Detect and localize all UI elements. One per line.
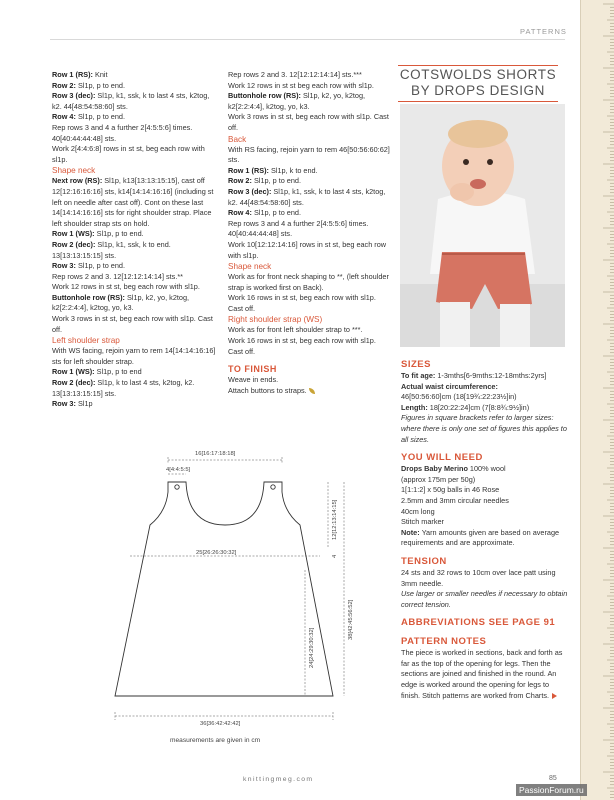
baby-photo-illustration [400,104,565,347]
row-label: Row 1 (RS): [228,165,271,175]
subheading: Left shoulder strap [52,336,120,346]
pattern-row [228,272,392,293]
pattern-notes-heading: PATTERN NOTES [401,636,487,648]
row-text: Sl1p, p to end. [253,208,302,218]
sizes-heading: SIZES [401,359,431,370]
row-label: Row 2 (dec): [52,378,98,388]
row-text: Sl1p, p to end [96,367,142,377]
continue-arrow-icon [552,693,557,699]
need-line-3: 2.5mm and 3mm circular needles [401,495,509,505]
row-label: Row 3 (dec): [52,91,98,101]
pattern-row [228,145,392,166]
subheading: Back [228,134,247,144]
row-text: Sl1p, p to end. [253,176,302,186]
you-need-heading: YOU WILL NEED [401,452,483,464]
row-label: Row 2 (dec): [52,239,98,249]
pattern-row [52,367,220,378]
dim-right-upper-label: 12[12:13:14:15] [332,499,338,540]
yarn-line: Drops Baby Merino 100% wool [401,464,506,474]
dim-right-lower-label: 38[42:45:56:52] [348,599,354,640]
row-text: Work 16 rows in st st, beg each row with sl1p. [228,336,376,346]
row-text: Cast off. [228,303,256,313]
leaf-icon [309,388,315,394]
need-line-5: Stitch marker [401,517,444,527]
pattern-row [228,70,392,81]
pattern-column-left [52,70,220,410]
page-number: 85 [549,775,557,782]
pattern-row [52,314,220,335]
row-text: With RS facing, rejoin yarn to rem 46[50:56:60:62] sts. [228,144,390,165]
row-text: Sl1p, p to end. [77,261,126,271]
pattern-row [228,240,392,261]
tension-line: 24 sts and 32 rows to 10cm over lace patt using 3mm needle. [401,567,556,588]
pattern-row [228,112,392,133]
pattern-row [52,229,220,240]
pattern-row [52,112,220,123]
row-text: Rep rows 2 and 3. 12[12:12:14:14] sts.*** [228,70,362,79]
tension-heading: TENSION [401,555,447,567]
pattern-row [52,272,220,283]
subheading: Right shoulder strap (WS) [228,315,323,325]
pattern-row [228,176,392,187]
pattern-row [52,261,220,272]
subheading: Shape neck [52,166,96,176]
subheading: Shape neck [228,262,272,272]
row-text: Sl1p, k1, ssk, k to last 4 sts, k2tog, k2. 44[48:54:58:60] sts. [52,91,210,111]
finish-line-1: Weave in ends. [228,375,279,385]
row-text: Sl1p, p to end. [77,112,126,122]
dim-bottom-label: 36[36:42:42:42] [200,721,241,727]
row-text: Work 3 rows in st st, beg each row with sl1p. Cast off. [52,314,213,334]
row-text: Work as for front neck shaping to **, (left shoulder strap is worked first on Back). [228,272,389,292]
dim-right-small-label: 4 [332,554,338,558]
row-text: Sl1p, k to last 4 sts, k2tog, k2. 13[13:13:15:15] sts. [52,378,195,398]
waist-label: Actual waist circumference: [401,381,498,391]
need-line-2: 1[1:1:2] x 50g balls in 46 Rose [401,485,500,495]
row-text: Sl1p, k1, ssk, k to end. 13[13:13:15:15] sts. [52,239,171,260]
row-text: Work 2[4:4:6:8] rows in st st, beg each row with sl1p. [52,144,205,164]
row-text: Work 16 rows in st st, beg each row with sl1p. [228,293,376,303]
row-text: Work 10[12:12:14:16] rows in st st, beg each row with sl1p. [228,239,387,260]
pattern-row [228,81,392,92]
row-label: Next row (RS): [52,176,105,186]
row-text: Rep rows 3 and 4 a further 2[4:5:5:6] times. 40[40:44:44:48] sts. [228,218,369,239]
pattern-row [228,336,392,347]
pattern-row [52,293,220,314]
pattern-row [52,282,220,293]
pattern-row [228,208,392,219]
row-text: Sl1p, k2, yo, k2tog, k2[2:2:4:4], k2tog, yo, k3. [52,292,190,313]
garment-outline [115,482,333,696]
info-column [401,352,569,701]
row-label: Row 4: [228,208,254,218]
abbreviations-heading: ABBREVIATIONS SEE PAGE 91 [401,617,556,629]
pattern-row [228,325,392,336]
row-text: Cast off. [228,346,256,356]
product-title: COTSWOLDS SHORTS [399,67,557,82]
ruler-ticks [581,0,614,800]
need-line-4: 40cm long [401,506,435,516]
row-label: Row 1 (RS): [52,70,95,79]
row-label: Row 2: [228,176,254,186]
row-text: Work as for front left shoulder strap to ***. [228,325,363,335]
row-label: Row 1 (WS): [52,229,97,239]
row-text: Rep rows 3 and 4 a further 2[4:5:5:6] times. 40[40:44:44:48] sts. [52,122,193,143]
row-text: Sl1p, p to end. [77,80,126,90]
pattern-row [228,293,392,304]
baby-photo [400,104,565,347]
pattern-row [52,399,220,410]
waist-value: 46[50:56:60]cm (18[19¾:22:23½]in) [401,392,517,402]
row-text: With WS facing, rejoin yarn to rem 14[14:14:16:16] sts for left shoulder strap. [52,346,216,366]
schematic-diagram [100,440,360,750]
row-text: Knit [94,70,108,79]
row-text: Work 3 rows in st st, beg each row with sl1p. Cast off. [228,112,389,132]
yarn-note: Note: Yarn amounts given are based on average requirements and are approximate. [401,527,560,548]
row-text: Sl1p [77,399,93,409]
row-label: Row 1 (WS): [52,367,97,377]
pattern-row [228,304,392,315]
section-label: PATTERNS [520,27,567,36]
diagram-caption: measurements are given in cm [170,737,261,744]
pattern-row [52,240,220,261]
pattern-row [52,70,220,81]
row-label: Buttonhole row (RS): [52,292,127,302]
dim-inner-height-label: 24[24:29:30:32] [309,627,315,668]
pattern-notes-text: The piece is worked in sections, back and forth as far as the top of the opening for legs. Then the sections are joined and finished in the round. An edge is worked around the opening for legs to finish. Stitch patterns are worked from Charts. [401,648,563,700]
row-text: Work 12 rows in st st, beg each row with sl1p. [52,282,200,292]
pattern-row [228,347,392,358]
product-subtitle: BY DROPS DESIGN [410,83,546,98]
footer-website: knittingmeg.com [243,776,314,783]
pattern-row [228,91,392,112]
row-text: Work 12 rows in st st beg each row with sl1p. [228,80,374,90]
pattern-row [52,81,220,92]
need-line-1: (approx 175m per 50g) [401,474,476,484]
row-text: Rep rows 2 and 3. 12[12:12:14:14] sts.** [52,271,184,281]
pattern-row [52,144,220,165]
row-label: Row 3: [52,399,78,409]
header-rule [50,39,565,40]
tension-note: Use larger or smaller needles if necessary to obtain correct tension. [401,589,568,609]
sizes-note: Figures in square brackets refer to larger sizes: where there is only one set of figures this applies to all sizes. [401,413,567,444]
row-text: Sl1p, k to end. [270,165,318,175]
row-label: Row 4: [52,112,78,122]
dim-top-label: 16[16:17:18:18] [195,451,236,457]
pattern-column-middle [228,70,392,396]
length: Length: 18[20:22:24]cm (7[8:8¾:9½]in) [401,402,530,412]
pattern-row [228,187,392,208]
pattern-row [52,176,220,229]
row-text: Sl1p, k1, ssk, k to last 4 sts, k2tog, k2. 44[48:54:58:60] sts. [228,186,386,207]
row-label: Row 2: [52,80,78,90]
watermark: PassionForum.ru [516,784,587,796]
finish-line-2: Attach buttons to straps. [228,386,392,397]
pattern-row [228,219,392,240]
pattern-row [52,123,220,144]
row-label: Row 3 (dec): [228,186,274,196]
ruler-strip [580,0,614,800]
pattern-row [52,346,220,367]
dim-strap-label: 4[4:4:5:5] [166,467,191,473]
pattern-row [228,166,392,177]
pattern-row [52,378,220,399]
fit-age: To fit age: 1-3mths[6-9mths:12-18mths:2yrs] [401,371,547,380]
row-text: Sl1p, k13[13:13:15:15], cast off 12[12:16:16:16] sts, k14[14:14:16:16] (including st left on needle after cast off). Cont on these last 14[14:14:16:16] sts for right shoulder strap. Place left shoulder strap sts on hold. [52,176,214,228]
row-label: Row 3: [52,261,78,271]
finish-heading: TO FINISH [228,364,277,375]
row-label: Buttonhole row (RS): [228,91,303,101]
row-text: Sl1p, k2, yo, k2tog, k2[2:2:4:4], k2tog, yo, k3. [228,91,366,111]
row-text: Sl1p, p to end. [96,229,144,239]
dim-mid-label: 25[26:26:30:32] [196,550,237,556]
pattern-row [52,91,220,112]
